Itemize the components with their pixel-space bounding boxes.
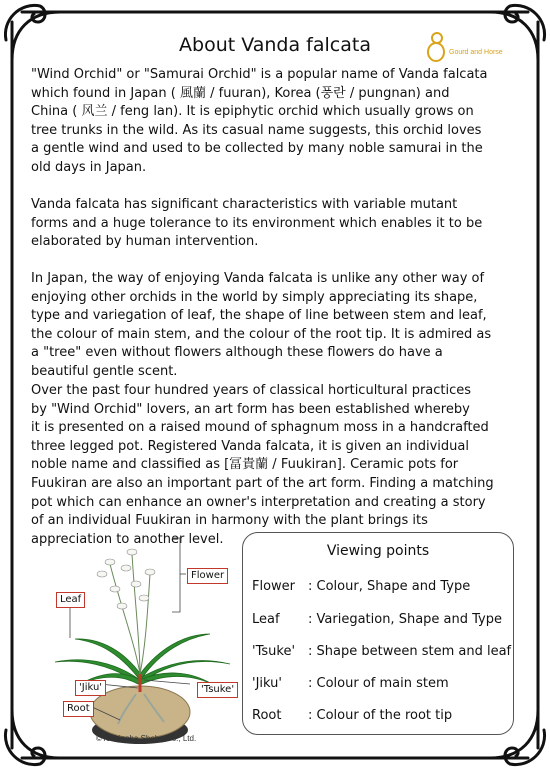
viewing-point-term: Leaf [252,612,280,627]
paragraph-characteristics: Vanda falcata has significant characteristics with variable mutant forms and a huge tolerance to its environment which enables it to be elaborated by human intervention. [31,197,483,250]
label-leaf: Leaf [56,592,85,608]
viewing-point-item [252,644,511,659]
logo-text: Gourd and Horse [449,49,503,56]
label-jiku: 'Jiku' [75,680,106,696]
paragraph-enjoyment: In Japan, the way of enjoying Vanda falcata is unlike any other way of enjoying other orchids in the world by simply appreciating its shape, type and variegation of leaf, the shape of line between stem and leaf, the colour of main stem, and the colour of the root tip. It is admired as a "tree" even without flowers although these flowers do have a beautiful gentle scent. [31,271,492,379]
gourd-logo-icon [425,28,505,68]
viewing-point-desc: : Variegation, Shape and Type [308,612,502,627]
viewing-point-desc: : Colour of the root tip [308,708,453,723]
label-flower: Flower [187,568,228,584]
viewing-point-term: Flower [252,579,296,594]
viewing-point-desc: : Colour of main stem [308,676,449,691]
page-title: About Vanda falcata [179,34,371,56]
viewing-point-term: 'Jiku' [252,676,282,691]
viewing-point-desc: : Colour, Shape and Type [308,579,471,594]
viewing-points-panel [242,532,514,735]
viewing-point-term: 'Tsuke' [252,644,296,659]
viewing-point-item [252,612,502,627]
viewing-point-desc: : Shape between stem and leaf [308,644,512,659]
image-credit: ©Tochinoha Shobo Co., Ltd. [96,734,197,743]
viewing-point-item [252,676,449,691]
viewing-point-item [252,708,452,723]
viewing-point-term: Root [252,708,282,723]
viewing-points-title: Viewing points [326,543,430,559]
paragraph-history: Over the past four hundred years of classical horticultural practices by "Wind Orchid" lovers, an art form has been established whereby it is presented on a raised mound of sphagnum moss in a handcrafted three legged pot. Registered Vanda falcata, it is given an individual noble name and classified as [冨貴蘭 / Fuukiran]. Ceramic pots for Fuukiran are also an important part of the art form. Finding a matching pot which can enhance an owner's interpretation and creating a story of an individual Fuukiran in harmony with the plant brings its appreciation to another level. [31,383,494,547]
label-root: Root [63,701,94,717]
viewing-point-item [252,579,470,594]
label-tsuke: 'Tsuke' [197,682,238,698]
paragraph-intro: "Wind Orchid" or "Samurai Orchid" is a popular name of Vanda falcata which found in Japan ( 風蘭 / fuuran), Korea (풍란 / pungnan) and China ( 风兰 / feng lan). It is epiphytic orchid which usually grows on tree trunks in the wild. As its casual name suggests, this orchid loves a gentle wind and used to be collected by many noble samurai in the old days in Japan. [31,67,488,175]
